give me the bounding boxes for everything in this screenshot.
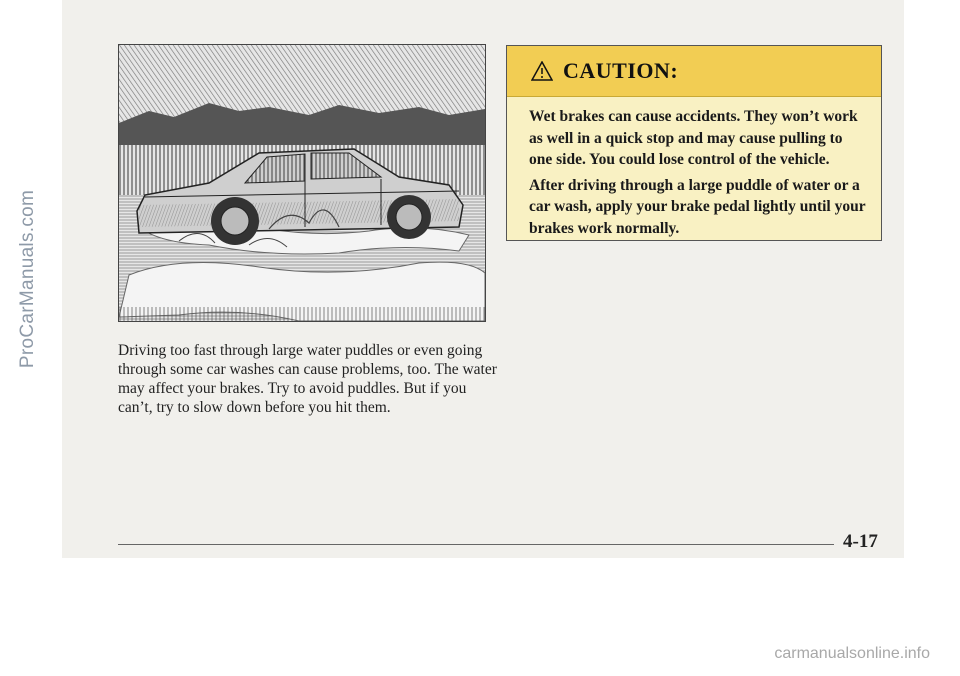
page-number: 4-17: [843, 531, 878, 552]
warning-triangle-icon: [531, 61, 553, 81]
puddle-warning-paragraph: Driving too fast through large water puddles or even going through some car washes can cause problems, too. The water may affect your brakes. Try to avoid puddles. But if you can’t, try to slow down before you hit them.: [118, 342, 497, 416]
caution-paragraph-1: Wet brakes can cause accidents. They won’t work as well in a quick stop and may cause pulling to one side. You could lose control of the vehicle.: [529, 108, 858, 168]
footer-watermark: carmanualsonline.info: [774, 645, 930, 662]
car-puddle-illustration: [118, 44, 486, 322]
caution-box: [506, 45, 882, 241]
caution-header: [507, 46, 881, 97]
caution-title: CAUTION:: [563, 58, 679, 83]
footer-rule: [118, 544, 834, 545]
car-driving-through-puddle-icon: [119, 45, 485, 321]
caution-paragraph-2: After driving through a large puddle of water or a car wash, apply your brake pedal lightly until your brakes work normally.: [529, 176, 866, 237]
caution-body: [507, 97, 881, 239]
side-watermark: [0, 0, 58, 558]
side-watermark-text: ProCarManuals.com: [17, 189, 38, 369]
